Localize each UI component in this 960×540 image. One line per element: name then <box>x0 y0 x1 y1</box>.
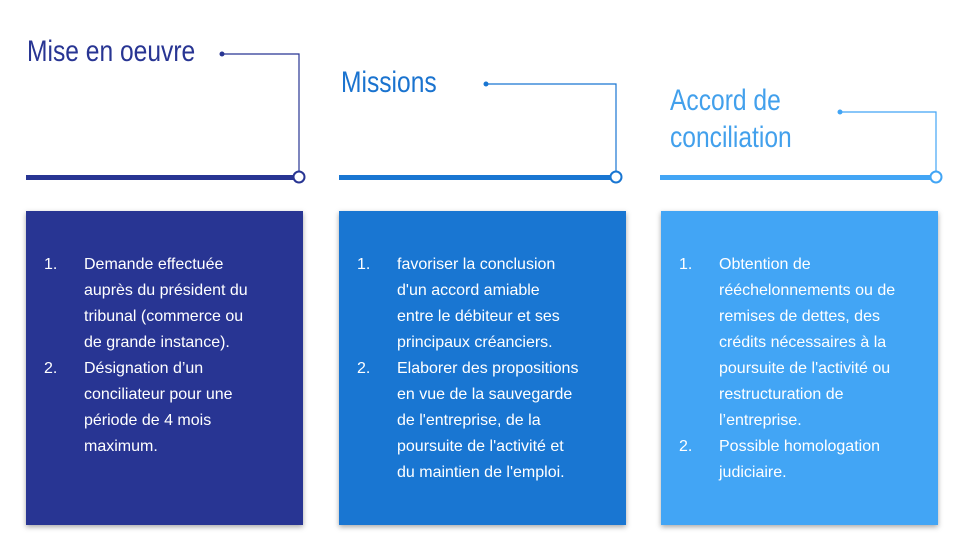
list-item-line: auprès du président du <box>84 282 248 299</box>
connector-dot-1 <box>220 52 225 57</box>
connector-line-2 <box>486 84 616 177</box>
list-item-line: Désignation d’un <box>84 360 204 377</box>
list-item-line: judiciaire. <box>719 464 787 481</box>
list-item-line: Possible homologation <box>719 438 880 455</box>
list-item <box>44 356 293 460</box>
list-item-line: de grande instance). <box>84 334 230 351</box>
list-item-number: 1. <box>44 256 58 273</box>
list-item-line: favoriser la conclusion <box>397 256 556 273</box>
list-item-line: poursuite de l'activité et <box>397 438 564 455</box>
connector-line-1 <box>222 54 299 177</box>
timeline-node-1 <box>294 172 305 183</box>
connector-dot-3 <box>838 110 843 115</box>
list-item-line: maximum. <box>84 438 158 455</box>
list-item <box>44 252 293 356</box>
list-item <box>679 434 928 486</box>
card-mise-en-oeuvre <box>26 211 303 525</box>
timeline-node-2 <box>611 172 622 183</box>
list-item-line: crédits nécessaires à la <box>719 334 887 351</box>
timeline-bar-2 <box>339 175 616 180</box>
list-item-line: entre le débiteur et ses <box>397 308 560 325</box>
list-item <box>357 252 616 356</box>
list-item-line: Demande effectuée <box>84 256 224 273</box>
list-item-line: principaux créanciers. <box>397 334 553 351</box>
list-item-number: 2. <box>44 360 58 377</box>
timeline-bar-3 <box>660 175 936 180</box>
list-item-line: période de 4 mois <box>84 412 212 429</box>
list-item-number: 1. <box>679 256 693 273</box>
list-item-number: 2. <box>357 360 371 377</box>
connector-line-3 <box>840 112 936 177</box>
list-item-line: remises de dettes, des <box>719 308 880 325</box>
card-missions <box>339 211 626 525</box>
column-3-title-line-1: Accord de <box>670 84 781 117</box>
list-item-number: 2. <box>679 438 693 455</box>
list-item-line: d'un accord amiable <box>397 282 540 299</box>
list-item-line: de l'entreprise, de la <box>397 412 541 429</box>
connector-dot-2 <box>484 82 489 87</box>
column-3-title-line-2: conciliation <box>670 121 792 154</box>
list-item-line: Obtention de <box>719 256 811 273</box>
timeline-connector-3 <box>660 110 942 183</box>
list-item-line: du maintien de l'emploi. <box>397 464 565 481</box>
card-1-list <box>44 252 293 460</box>
list-item-line: tribunal (commerce ou <box>84 308 244 325</box>
card-3-list <box>679 252 928 486</box>
timeline-node-3 <box>931 172 942 183</box>
card-accord-de-conciliation <box>661 211 938 525</box>
list-item-line: Elaborer des propositions <box>397 360 579 377</box>
timeline-bar-1 <box>26 175 299 180</box>
timeline-connector-2 <box>339 82 622 183</box>
card-2-list <box>357 252 616 486</box>
list-item <box>357 356 616 486</box>
list-item-line: rééchelonnements ou de <box>719 282 896 299</box>
list-item-line: poursuite de l'activité ou <box>719 360 891 377</box>
list-item-line: restructuration de <box>719 386 844 403</box>
timeline-connector-1 <box>26 52 305 183</box>
list-item-line: l’entreprise. <box>719 412 802 429</box>
column-1-title-line-1: Mise en oeuvre <box>27 35 196 68</box>
list-item-line: conciliateur pour une <box>84 386 233 403</box>
list-item <box>679 252 928 434</box>
column-2-title-line-1: Missions <box>341 66 437 99</box>
list-item-line: en vue de la sauvegarde <box>397 386 573 403</box>
list-item-number: 1. <box>357 256 371 273</box>
